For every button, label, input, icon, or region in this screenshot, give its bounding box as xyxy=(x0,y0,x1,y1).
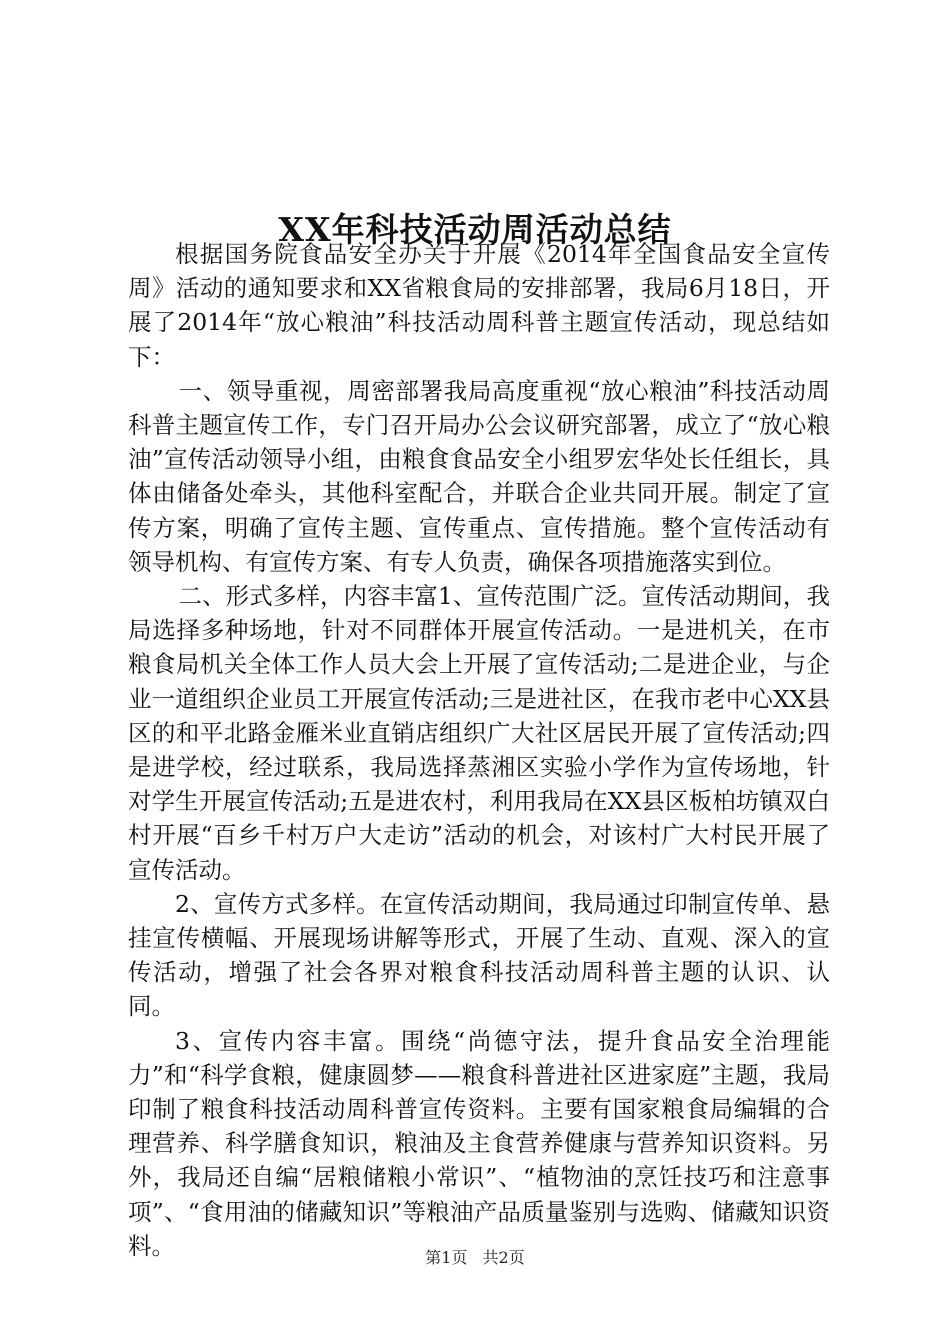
document-title: XX年科技活动周活动总结 xyxy=(278,210,672,250)
section-leadership-paragraph: 一、领导重视，周密部署我局高度重视“放心粮油”科技活动周科普主题宣传工作，专门召开局办公会议研究部署，成立了“放心粮油”宣传活动领导小组，由粮食食品安全小组罗宏华处长任组长，具体由储备处牵头，其他科室配合，并联合企业共同开展。制定了宣传方案，明确了宣传主题、宣传重点、宣传措施。整个宣传活动有领导机构、有宣传方案、有专人负责，确保各项措施落实到位。 xyxy=(128,376,830,576)
methods-paragraph: 2、宣传方式多样。在宣传活动期间，我局通过印制宣传单、悬挂宣传横幅、开展现场讲解等形式，开展了生动、直观、深入的宣传活动，增强了社会各界对粮食科技活动周科普主题的认识、认同。 xyxy=(128,889,830,1021)
page-number: 第1页 xyxy=(425,1248,468,1267)
section-forms-paragraph: 二、形式多样，内容丰富1、宣传范围广泛。宣传活动期间，我局选择多种场地，针对不同群体开展宣传活动。一是进机关，在市粮食局机关全体工作人员大会上开展了宣传活动;二是进企业，与企业一道组织企业员工开展宣传活动;三是进社区，在我市老中心XX县区的和平北路金雁米业直销店组织广大社区居民开展了宣传活动;四是进学校，经过联系，我局选择蒸湘区实验小学作为宣传场地，针对学生开展宣传活动;五是进农村，利用我局在XX县区板柏坊镇双白村开展“百乡千村万户大走访”活动的机会，对该村广大村民开展了宣传活动。 xyxy=(128,582,830,884)
intro-paragraph: 根据国务院食品安全办关于开展《2014年全国食品安全宣传周》活动的通知要求和XX省粮食局的安排部署，我局6月18日，开展了2014年“放心粮油”科技活动周科普主题宣传活动，现总结如下： xyxy=(128,240,830,371)
page-total: 共2页 xyxy=(482,1248,525,1267)
content-paragraph: 3、宣传内容丰富。围绕“尚德守法，提升食品安全治理能力”和“科学食粮，健康圆梦——粮食科普进社区进家庭”主题，我局印制了粮食科技活动周科普宣传资料。主要有国家粮食局编辑的合理营养、科学膳食知识，粮油及主食营养健康与营养知识资料。另外，我局还自编“居粮储粮小常识”、“植物油的烹饪技巧和注意事项”、“食用油的储藏知识”等粮油产品质量鉴别与选购、储藏知识资料。 xyxy=(128,1026,830,1260)
page-footer xyxy=(0,1248,950,1268)
document-body xyxy=(128,237,830,1263)
